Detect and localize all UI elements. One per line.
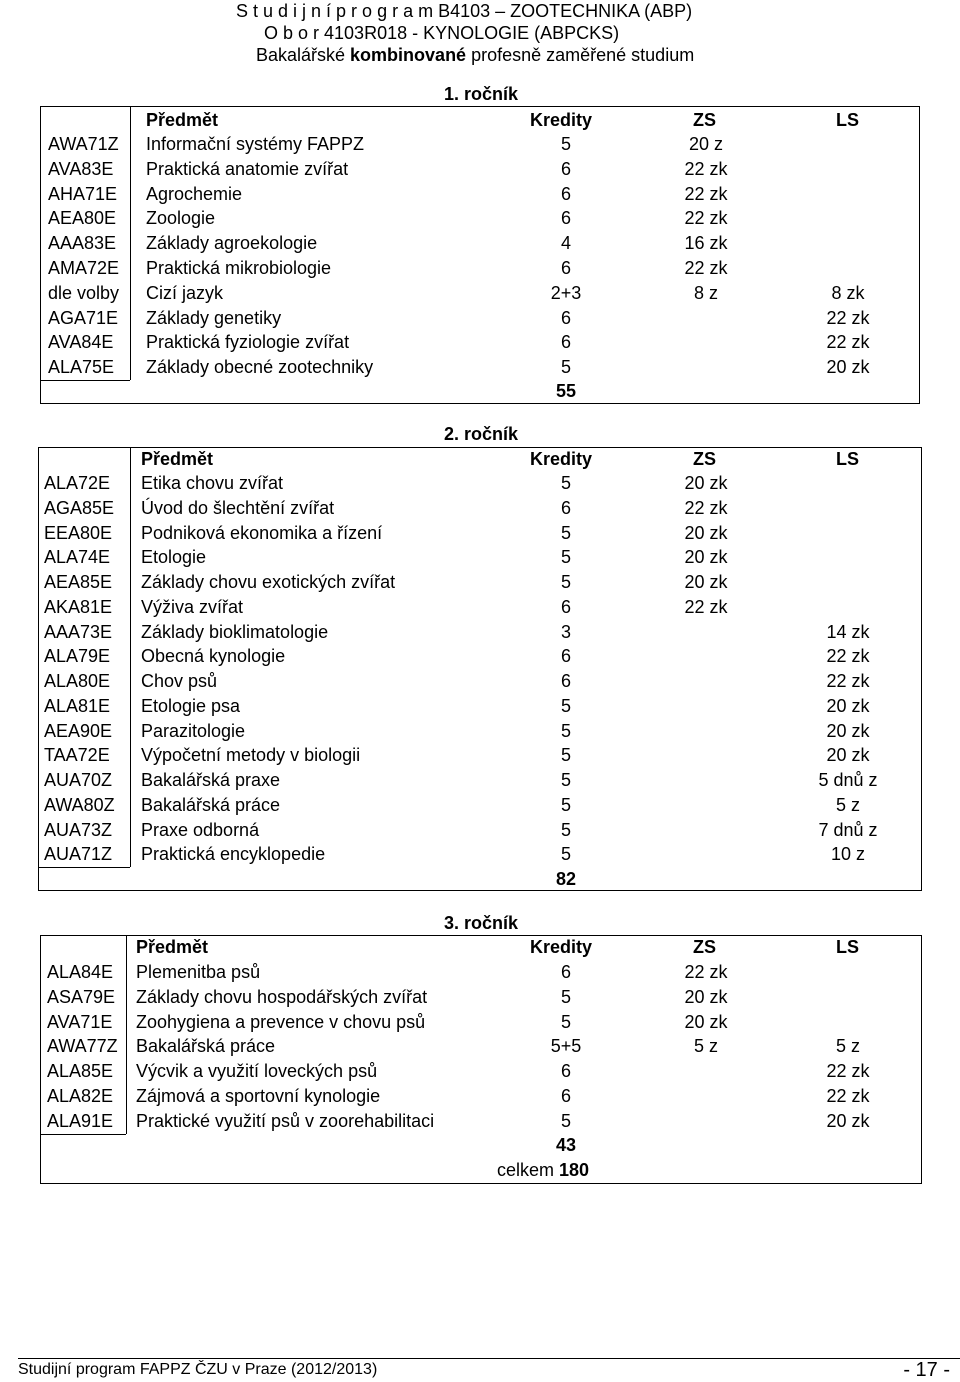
cell-name: Zoologie — [146, 208, 216, 229]
table-row — [0, 355, 960, 379]
cell-zs: 22 zk — [684, 596, 728, 617]
year2-totals-divider — [38, 867, 130, 868]
cell-code: ALA82E — [47, 1086, 114, 1106]
program-title: S t u d i j n í p r o g r a m B4103 – ZOOTECHNIKA (ABP) — [236, 1, 693, 21]
cell-name: Bakalářská práce — [136, 1036, 276, 1057]
grand-total — [497, 1158, 589, 1182]
table-row — [0, 281, 960, 305]
cell-name: Etologie psa — [141, 695, 241, 716]
cell-name: Základy chovu hospodářských zvířat — [136, 986, 428, 1007]
table-row — [0, 182, 960, 206]
cell-ls: 14 zk — [826, 621, 870, 642]
cell-code: ALA84E — [47, 962, 114, 982]
cell-code: AGA71E — [48, 307, 119, 328]
cell-credits: 5 — [560, 1011, 571, 1032]
table-row — [0, 1084, 960, 1108]
cell-name: Výpočetní metody v biologii — [141, 745, 361, 766]
cell-name: Praktická mikrobiologie — [146, 258, 332, 278]
cell-credits: 6 — [560, 497, 571, 518]
cell-credits: 5 — [560, 134, 571, 154]
year1-credits-total: 55 — [555, 381, 577, 401]
cell-credits: 5 — [560, 473, 571, 493]
table-row — [0, 545, 960, 569]
cell-code: ALA75E — [48, 357, 115, 378]
cell-name: Zájmová a sportovní kynologie — [136, 1086, 381, 1106]
cell-credits: 5 — [560, 720, 571, 741]
cell-ls: 20 zk — [826, 1110, 870, 1131]
cell-credits: 5 — [560, 770, 571, 790]
cell-credits: 6 — [560, 208, 571, 229]
year2-col-header-subject: Předmět — [141, 449, 214, 469]
cell-ls: 20 zk — [826, 357, 870, 378]
table-row — [0, 231, 960, 255]
cell-credits: 5 — [560, 844, 571, 865]
grand-total-label: celkem — [497, 1160, 555, 1180]
table-row — [0, 669, 960, 693]
year3-credits-total: 43 — [555, 1135, 577, 1155]
cell-name: Základy agroekologie — [146, 233, 318, 254]
year3-col-header-zs: ZS — [693, 937, 717, 957]
cell-credits: 6 — [560, 671, 571, 691]
field-title: O b o r 4103R018 - KYNOLOGIE (ABPCKS) — [264, 23, 620, 43]
cell-zs: 20 zk — [684, 1011, 728, 1032]
cell-ls: 5 z — [835, 1036, 860, 1057]
cell-credits: 6 — [560, 158, 571, 179]
cell-credits: 6 — [560, 596, 571, 617]
year1-totals-divider — [40, 380, 130, 381]
cell-credits: 2+3 — [550, 282, 582, 303]
cell-credits: 3 — [560, 621, 571, 642]
cell-code: AVA71E — [47, 1011, 113, 1032]
cell-zs: 20 zk — [684, 522, 728, 543]
cell-name: Bakalářská praxe — [141, 770, 281, 790]
table-row — [0, 570, 960, 594]
footer-source: Studijní program FAPPZ ČZU v Praze (2012/2013) — [18, 1361, 378, 1378]
year1-title: 1. ročník — [444, 84, 519, 104]
cell-ls: 5 z — [835, 794, 860, 815]
cell-name: Etika chovu zvířat — [141, 473, 284, 493]
table-row — [0, 985, 960, 1009]
cell-name: Základy obecné zootechniky — [146, 357, 374, 378]
cell-name: Obecná kynologie — [141, 646, 286, 667]
cell-name: Podniková ekonomika a řízení — [141, 522, 383, 543]
cell-credits: 6 — [560, 183, 571, 204]
table-row — [0, 694, 960, 718]
cell-code: AAA83E — [48, 233, 117, 254]
cell-ls: 20 zk — [826, 720, 870, 741]
table-row — [0, 1010, 960, 1034]
table-row — [0, 960, 960, 984]
cell-name: Úvod do šlechtění zvířat — [141, 497, 335, 518]
cell-code: ASA79E — [47, 986, 116, 1007]
cell-code: AVA83E — [48, 158, 114, 179]
table-row — [0, 842, 960, 866]
cell-name: Cizí jazyk — [146, 282, 224, 303]
cell-name: Parazitologie — [141, 720, 246, 741]
cell-name: Agrochemie — [146, 183, 243, 204]
cell-code: ALA72E — [44, 473, 111, 493]
cell-zs: 20 zk — [684, 986, 728, 1007]
year1-col-header-ls: LS — [836, 110, 860, 130]
year3-col-header-credits: Kredity — [530, 937, 593, 957]
cell-credits: 5 — [560, 745, 571, 766]
cell-name: Chov psů — [141, 671, 218, 691]
cell-code: AEA90E — [44, 720, 113, 741]
table-row — [0, 306, 960, 330]
cell-code: AEA85E — [44, 572, 113, 592]
cell-code: AWA71Z — [48, 134, 119, 154]
cell-zs: 22 zk — [684, 158, 728, 179]
cell-code: dle volby — [48, 282, 120, 303]
year1-col-header-credits: Kredity — [530, 110, 593, 130]
cell-ls: 22 zk — [826, 1086, 870, 1106]
table-row — [0, 206, 960, 230]
cell-zs: 22 zk — [684, 962, 728, 982]
table-row — [0, 471, 960, 495]
cell-code: ALA80E — [44, 671, 111, 691]
footer-divider — [18, 1358, 960, 1359]
cell-ls: 22 zk — [826, 332, 870, 353]
cell-name: Praktická encyklopedie — [141, 844, 326, 865]
cell-zs: 20 zk — [684, 547, 728, 568]
cell-credits: 6 — [560, 1061, 571, 1082]
study-type: Bakalářské kombinované profesně zaměřené studium — [256, 45, 695, 65]
cell-credits: 5 — [560, 695, 571, 716]
cell-code: AKA81E — [44, 596, 113, 617]
cell-ls: 22 zk — [826, 1061, 870, 1082]
cell-code: ALA91E — [47, 1110, 114, 1131]
table-row — [0, 768, 960, 792]
cell-ls: 20 zk — [826, 695, 870, 716]
year2-col-header-credits: Kredity — [530, 449, 593, 469]
year3-col-header-subject: Předmět — [136, 937, 209, 957]
cell-code: EEA80E — [44, 522, 113, 543]
year2-title: 2. ročník — [444, 424, 519, 444]
table-row — [0, 521, 960, 545]
cell-credits: 5 — [560, 819, 571, 840]
cell-ls: 10 z — [830, 844, 866, 865]
cell-name: Bakalářská práce — [141, 794, 281, 815]
cell-ls: 20 zk — [826, 745, 870, 766]
cell-credits: 5 — [560, 794, 571, 815]
cell-name: Zoohygiena a prevence v chovu psů — [136, 1011, 426, 1032]
table-row — [0, 132, 960, 156]
cell-zs: 22 zk — [684, 497, 728, 518]
cell-credits: 6 — [560, 258, 571, 278]
cell-ls: 22 zk — [826, 646, 870, 667]
year2-col-header-zs: ZS — [693, 449, 717, 469]
cell-credits: 6 — [560, 1086, 571, 1106]
cell-zs: 20 zk — [684, 572, 728, 592]
cell-code: AVA84E — [48, 332, 114, 353]
cell-name: Praktická fyziologie zvířat — [146, 332, 350, 353]
cell-code: AWA80Z — [44, 794, 115, 815]
cell-code: AUA71Z — [44, 844, 113, 865]
cell-code: TAA72E — [44, 745, 110, 766]
table-row — [0, 1059, 960, 1083]
cell-zs: 16 zk — [684, 233, 728, 254]
cell-code: ALA81E — [44, 695, 111, 716]
cell-zs: 5 z — [693, 1036, 718, 1057]
cell-zs: 22 zk — [684, 183, 728, 204]
cell-code: AGA85E — [44, 497, 115, 518]
cell-name: Praktická anatomie zvířat — [146, 158, 349, 179]
cell-credits: 5 — [560, 986, 571, 1007]
cell-code: ALA79E — [44, 646, 111, 667]
year2-credits-total: 82 — [555, 869, 577, 889]
table-row — [0, 644, 960, 668]
cell-code: AUA73Z — [44, 819, 113, 840]
year3-col-header-ls: LS — [836, 937, 860, 957]
cell-name: Základy bioklimatologie — [141, 621, 329, 642]
cell-code: ALA74E — [44, 547, 111, 568]
cell-ls: 8 zk — [831, 282, 865, 303]
cell-code: ALA85E — [47, 1061, 114, 1082]
cell-code: AWA77Z — [47, 1036, 118, 1057]
year3-title: 3. ročník — [444, 913, 519, 933]
cell-code: AEA80E — [48, 208, 117, 229]
year1-col-header-zs: ZS — [693, 110, 717, 130]
table-row — [0, 1034, 960, 1058]
table-row — [0, 620, 960, 644]
cell-credits: 6 — [560, 307, 571, 328]
cell-name: Základy chovu exotických zvířat — [141, 572, 396, 592]
table-row — [0, 719, 960, 743]
cell-name: Etologie — [141, 547, 207, 568]
cell-zs: 8 z — [693, 282, 718, 303]
cell-zs: 22 zk — [684, 208, 728, 229]
cell-name: Výcvik a využití loveckých psů — [136, 1061, 378, 1082]
table-row — [0, 496, 960, 520]
table-row — [0, 743, 960, 767]
cell-code: AUA70Z — [44, 770, 113, 790]
table-row — [0, 157, 960, 181]
grand-total-value: 180 — [559, 1160, 590, 1180]
table-row — [0, 818, 960, 842]
cell-credits: 5+5 — [550, 1036, 582, 1057]
cell-name: Základy genetiky — [146, 307, 282, 328]
cell-code: AMA72E — [48, 258, 120, 278]
cell-credits: 6 — [560, 646, 571, 667]
cell-name: Praxe odborná — [141, 819, 260, 840]
cell-name: Výživa zvířat — [141, 596, 244, 617]
cell-zs: 20 zk — [684, 473, 728, 493]
cell-credits: 5 — [560, 1110, 571, 1131]
cell-zs: 20 z — [688, 134, 724, 154]
table-row — [0, 256, 960, 280]
year2-col-header-ls: LS — [836, 449, 860, 469]
cell-ls: 22 zk — [826, 671, 870, 691]
cell-credits: 5 — [560, 572, 571, 592]
cell-credits: 5 — [560, 522, 571, 543]
cell-zs: 22 zk — [684, 258, 728, 278]
table-row — [0, 793, 960, 817]
cell-name: Plemenitba psů — [136, 962, 261, 982]
cell-name: Praktické využití psů v zoorehabilitaci — [136, 1110, 435, 1131]
cell-code: AHA71E — [48, 183, 118, 204]
year3-totals-divider — [40, 1134, 126, 1135]
year1-col-header-subject: Předmět — [146, 110, 219, 130]
cell-code: AAA73E — [44, 621, 113, 642]
cell-credits: 6 — [560, 962, 571, 982]
table-row — [0, 595, 960, 619]
cell-ls: 5 dnů z — [818, 770, 878, 790]
cell-credits: 6 — [560, 332, 571, 353]
page-number: - 17 - — [903, 1359, 950, 1381]
cell-name: Informační systémy FAPPZ — [146, 134, 365, 154]
table-row — [0, 1109, 960, 1133]
cell-ls: 22 zk — [826, 307, 870, 328]
cell-credits: 5 — [560, 547, 571, 568]
table-row — [0, 330, 960, 354]
cell-ls: 7 dnů z — [818, 819, 878, 840]
cell-credits: 4 — [560, 233, 571, 254]
cell-credits: 5 — [560, 357, 571, 378]
